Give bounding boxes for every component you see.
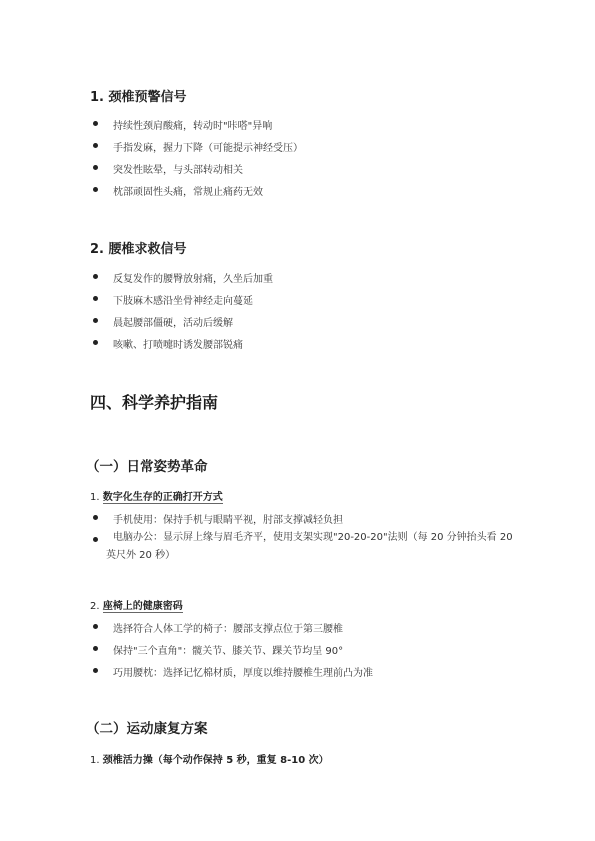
neck-signal-item: 持续性颈肩酸痛，转动时"咔嗒"异响 — [113, 121, 273, 132]
neck-signal-item: 突发性眩晕，与头部转动相关 — [113, 165, 243, 176]
guide-heading: 四、科学养护指南 — [90, 393, 219, 412]
seat-item: 巧用腰枕：选择记忆棉材质，厚度以维持腰椎生理前凸为准 — [113, 668, 373, 679]
bullet-icon — [93, 296, 98, 301]
lumbar-signal-item: 反复发作的腰臀放射痛，久坐后加重 — [113, 274, 273, 285]
bullet-icon — [93, 165, 98, 170]
bullet-icon — [93, 187, 98, 192]
bullet-icon — [93, 143, 98, 148]
seat-subheading — [90, 597, 183, 612]
neck-signals-heading: 1. 颈椎预警信号 — [90, 90, 187, 105]
digital-item: 电脑办公：显示屏上缘与眉毛齐平，使用支架实现"20-20-20"法则（每 20 分钟抬头看 20 英尺外 20 秒） — [106, 532, 513, 561]
lumbar-signal-item: 下肢麻木感沿坐骨神经走向蔓延 — [113, 296, 253, 307]
bullet-icon — [93, 646, 98, 651]
seat-item: 选择符合人体工学的椅子：腰部支撑点位于第三腰椎 — [113, 624, 343, 635]
neck-signal-item: 枕部顽固性头痛，常规止痛药无效 — [113, 187, 263, 198]
lumbar-signal-item: 晨起腰部僵硬，活动后缓解 — [113, 318, 233, 329]
bullet-icon — [93, 274, 98, 279]
lumbar-signal-item: 咳嗽、打喷嚏时诱发腰部锐痛 — [113, 340, 243, 351]
digital-item: 手机使用：保持手机与眼睛平视，肘部支撑减轻负担 — [113, 515, 343, 526]
digital-subheading — [90, 488, 223, 503]
bullet-icon — [93, 668, 98, 673]
lumbar-signals-heading: 2. 腰椎求救信号 — [90, 242, 187, 257]
exercise-number: 1. — [90, 755, 100, 766]
digital-title: 数字化生存的正确打开方式 — [102, 492, 223, 503]
posture-heading: （一）日常姿势革命 — [86, 459, 208, 475]
exercise-subheading — [90, 751, 329, 766]
bullet-icon — [93, 515, 98, 520]
digital-number: 1. — [90, 492, 100, 503]
bullet-icon — [93, 537, 98, 542]
seat-number: 2. — [90, 601, 100, 612]
seat-item: 保持"三个直角"：髋关节、膝关节、踝关节均呈 90° — [113, 646, 344, 657]
rehab-heading: （二）运动康复方案 — [86, 721, 208, 737]
bullet-icon — [93, 318, 98, 323]
bullet-icon — [93, 121, 98, 126]
neck-signal-item: 手指发麻，握力下降（可能提示神经受压） — [113, 143, 303, 154]
seat-title: 座椅上的健康密码 — [102, 601, 183, 612]
exercise-title: 颈椎活力操（每个动作保持 5 秒，重复 8-10 次） — [102, 755, 329, 766]
bullet-icon — [93, 340, 98, 345]
bullet-icon — [93, 624, 98, 629]
